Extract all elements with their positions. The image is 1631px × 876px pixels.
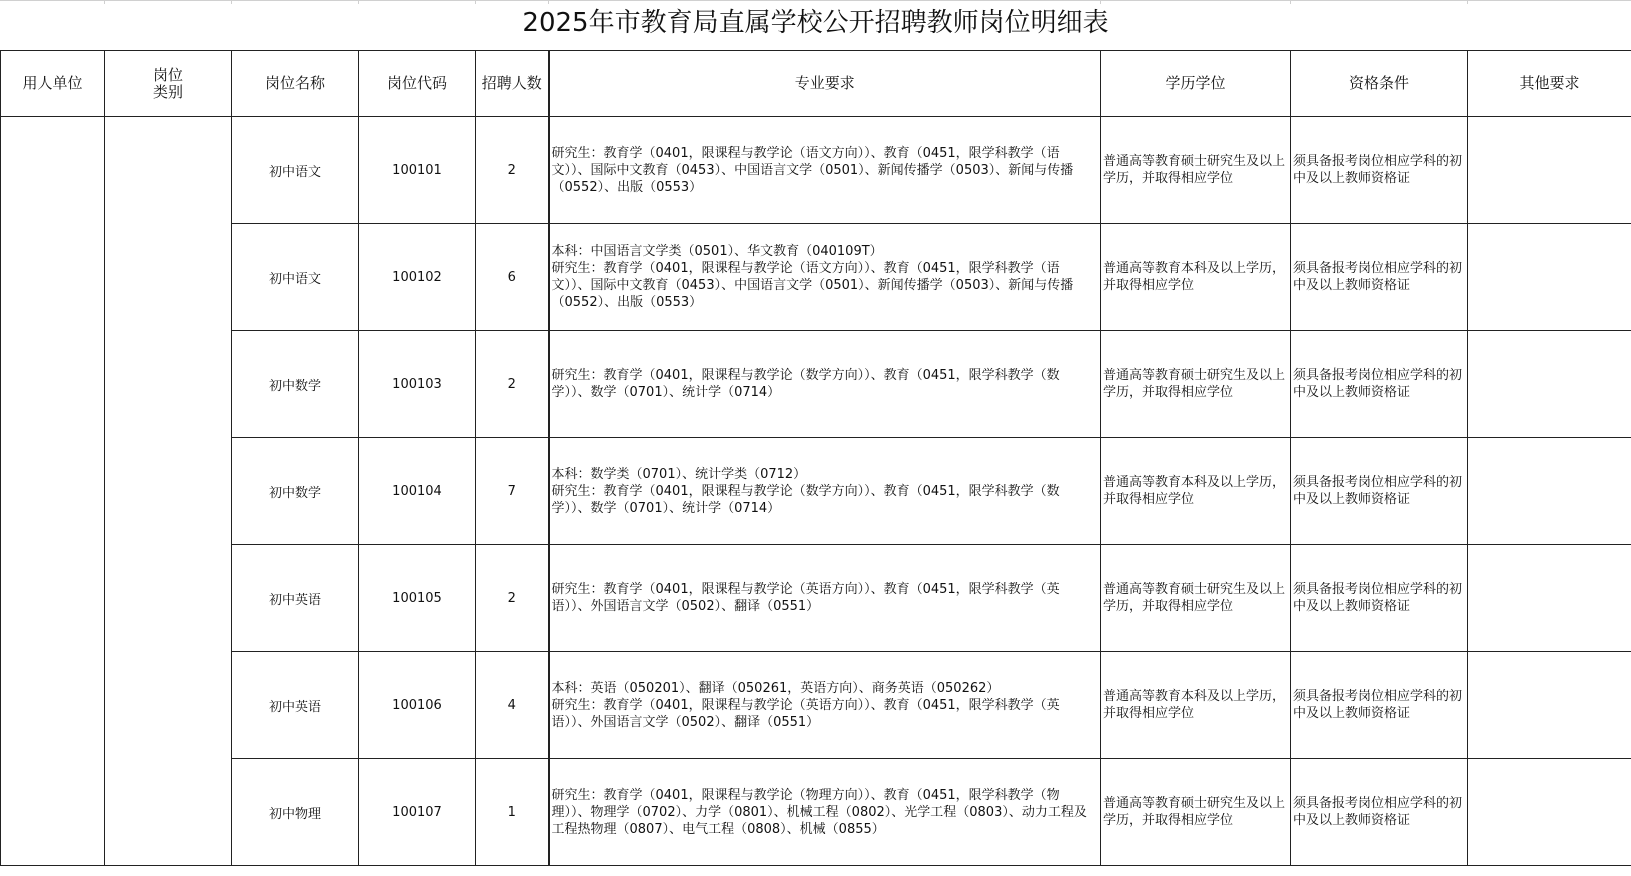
cell-other[interactable] [1468, 652, 1631, 759]
header-post-name[interactable]: 岗位名称 [232, 51, 359, 117]
cell-major[interactable] [549, 438, 1101, 545]
cell-qualification[interactable]: 须具备报考岗位相应学科的初中及以上教师资格证 [1291, 331, 1468, 438]
cell-major[interactable] [549, 545, 1101, 652]
major-line: 研究生：教育学（0401，限课程与教学论（物理方向））、教育（0451，限学科教学（物理））、物理学（0702）、力学（0801）、机械工程（0802）、光学工程（0803）、动力工程及工程热物理（0807）、电气工程（0808）、机械（0855） [551, 787, 1087, 837]
table-row [1, 545, 1631, 652]
cell-major[interactable] [549, 331, 1101, 438]
cell-unit-merged[interactable] [1, 117, 105, 866]
cell-post-name[interactable]: 初中语文 [232, 117, 359, 224]
major-line: 研究生：教育学（0401，限课程与教学论（数学方向））、教育（0451，限学科教学（数学））、数学（0701）、统计学（0714） [551, 483, 1060, 516]
cell-qualification[interactable]: 须具备报考岗位相应学科的初中及以上教师资格证 [1291, 438, 1468, 545]
cell-education[interactable]: 普通高等教育本科及以上学历，并取得相应学位 [1101, 224, 1291, 331]
header-category-line1: 岗位 [152, 65, 183, 84]
header-row [1, 51, 1631, 117]
cell-other[interactable] [1468, 545, 1631, 652]
header-unit[interactable]: 用人单位 [1, 51, 105, 117]
recruitment-table [0, 50, 1631, 866]
cell-post-name[interactable]: 初中英语 [232, 545, 359, 652]
cell-category-merged[interactable] [105, 117, 232, 866]
major-line: 研究生：教育学（0401，限课程与教学论（数学方向））、教育（0451，限学科教学（数学））、数学（0701）、统计学（0714） [551, 368, 1060, 400]
cell-post-code[interactable]: 100105 [359, 545, 476, 652]
major-line: 研究生：教育学（0401，限课程与教学论（语文方向））、教育（0451，限学科教学（语文））、国际中文教育（0453）、中国语言文学（0501）、新闻传播学（0503）、新闻与传播（0552）、出版（0553） [551, 145, 1074, 195]
cell-other[interactable] [1468, 331, 1631, 438]
cell-qualification[interactable]: 须具备报考岗位相应学科的初中及以上教师资格证 [1291, 759, 1468, 866]
header-other[interactable]: 其他要求 [1468, 51, 1631, 117]
table-title: 2025年市教育局直属学校公开招聘教师岗位明细表 [522, 8, 1109, 38]
major-line: 本科：英语（050201）、翻译（050261，英语方向）、商务英语（050262） [551, 680, 1000, 696]
cell-major[interactable] [549, 759, 1101, 866]
table-row [1, 331, 1631, 438]
cell-post-code[interactable]: 100103 [359, 331, 476, 438]
header-major[interactable]: 专业要求 [549, 51, 1101, 117]
cell-post-name[interactable]: 初中数学 [232, 331, 359, 438]
cell-education[interactable]: 普通高等教育本科及以上学历，并取得相应学位 [1101, 438, 1291, 545]
cell-post-code[interactable]: 100104 [359, 438, 476, 545]
cell-major[interactable] [549, 224, 1101, 331]
major-line: 研究生：教育学（0401，限课程与教学论（英语方向））、教育（0451，限学科教学（英语））、外国语言文学（0502）、翻译（0551） [551, 697, 1060, 730]
cell-post-code[interactable]: 100106 [359, 652, 476, 759]
cell-post-name[interactable]: 初中物理 [232, 759, 359, 866]
table-row [1, 438, 1631, 545]
cell-count[interactable]: 7 [476, 438, 549, 545]
cell-qualification[interactable]: 须具备报考岗位相应学科的初中及以上教师资格证 [1291, 545, 1468, 652]
header-qualification[interactable]: 资格条件 [1291, 51, 1468, 117]
cell-count[interactable]: 2 [476, 117, 549, 224]
table-row [1, 652, 1631, 759]
cell-education[interactable]: 普通高等教育本科及以上学历，并取得相应学位 [1101, 652, 1291, 759]
cell-count[interactable]: 2 [476, 331, 549, 438]
major-line: 研究生：教育学（0401，限课程与教学论（语文方向））、教育（0451，限学科教学（语文））、国际中文教育（0453）、中国语言文学（0501）、新闻传播学（0503）、新闻与传播（0552）、出版（0553） [551, 261, 1074, 310]
major-line: 本科：中国语言文学类（0501）、华文教育（040109T） [551, 244, 883, 259]
cell-education[interactable]: 普通高等教育硕士研究生及以上学历，并取得相应学位 [1101, 331, 1291, 438]
cell-qualification[interactable]: 须具备报考岗位相应学科的初中及以上教师资格证 [1291, 224, 1468, 331]
table-row [1, 117, 1631, 224]
cell-other[interactable] [1468, 438, 1631, 545]
cell-other[interactable] [1468, 117, 1631, 224]
header-category[interactable] [105, 51, 232, 117]
header-education[interactable]: 学历学位 [1101, 51, 1291, 117]
cell-count[interactable]: 2 [476, 545, 549, 652]
header-post-code[interactable]: 岗位代码 [359, 51, 476, 117]
cell-major[interactable] [549, 117, 1101, 224]
cell-education[interactable]: 普通高等教育硕士研究生及以上学历，并取得相应学位 [1101, 545, 1291, 652]
table-row [1, 759, 1631, 866]
cell-post-code[interactable]: 100102 [359, 224, 476, 331]
cell-education[interactable]: 普通高等教育硕士研究生及以上学历，并取得相应学位 [1101, 759, 1291, 866]
cell-post-name[interactable]: 初中英语 [232, 652, 359, 759]
cell-post-code[interactable]: 100107 [359, 759, 476, 866]
cell-education[interactable]: 普通高等教育硕士研究生及以上学历，并取得相应学位 [1101, 117, 1291, 224]
cell-post-name[interactable]: 初中语文 [232, 224, 359, 331]
cell-count[interactable]: 4 [476, 652, 549, 759]
major-line: 本科：数学类（0701）、统计学类（0712） [551, 466, 807, 482]
header-category-line2: 类别 [152, 82, 183, 101]
cell-major[interactable] [549, 652, 1101, 759]
cell-count[interactable]: 1 [476, 759, 549, 866]
header-count[interactable]: 招聘人数 [476, 51, 549, 117]
cell-count[interactable]: 6 [476, 224, 549, 331]
cell-post-name[interactable]: 初中数学 [232, 438, 359, 545]
cell-other[interactable] [1468, 224, 1631, 331]
major-line: 研究生：教育学（0401，限课程与教学论（英语方向））、教育（0451，限学科教学（英语））、外国语言文学（0502）、翻译（0551） [551, 582, 1060, 614]
table-row [1, 224, 1631, 331]
cell-qualification[interactable]: 须具备报考岗位相应学科的初中及以上教师资格证 [1291, 652, 1468, 759]
cell-other[interactable] [1468, 759, 1631, 866]
cell-qualification[interactable]: 须具备报考岗位相应学科的初中及以上教师资格证 [1291, 117, 1468, 224]
cell-post-code[interactable]: 100101 [359, 117, 476, 224]
